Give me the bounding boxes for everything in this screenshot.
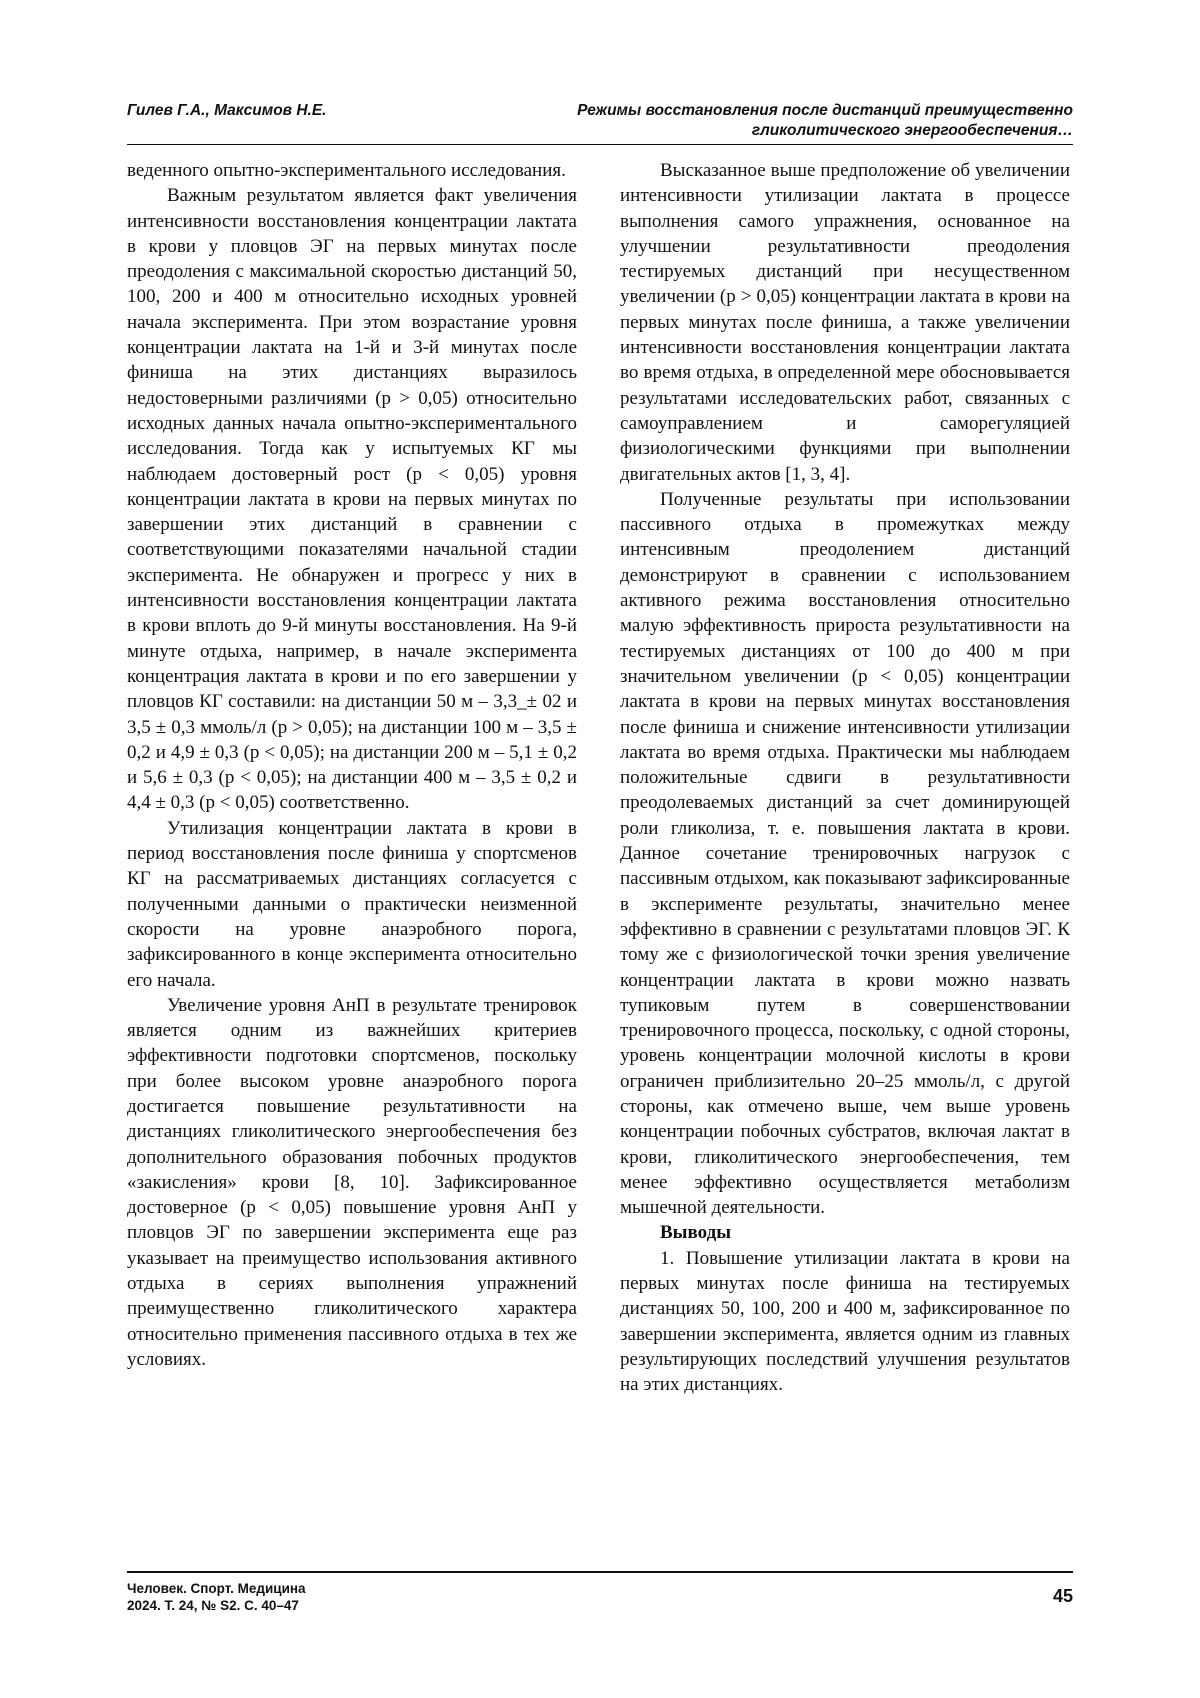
paragraph: Важным результатом является факт увеличения интенсивности восстановления концентрации лактата в крови у пловцов ЭГ на первых минутах после преодоления с максимальной скоростью дистанций 50, 100, 200 и 400 м относительно исходных уровней начала эксперимента. При этом возрастание уровня концентрации лактата на 1-й и 3-й минутах после финиша на этих дистанциях выразилось недостоверными различиями (p > 0,05) относительно исходных данных начала опытно-экспериментального исследования. Тогда как у испытуемых КГ мы наблюдаем достоверный рост (p < 0,05) уровня концентрации лактата в крови на первых минутах по завершении этих дистанций в сравнении с соответствующими показателями начальной стадии эксперимента. Не обнаружен и прогресс у них в интенсивности восстановления концентрации лактата в крови вплоть до 9-й минуты восстановления. На 9-й минуте отдыха, например, в начале эксперимента концентрация лактата в крови и по его завершении у пловцов КГ составили: на дистанции 50 м – 3,3_± 02 и 3,5 ± 0,3 ммоль/л (p > 0,05); на дистанции 100 м – 3,5 ± 0,2 и 4,9 ± 0,3 (p < 0,05); на дистанции 200 м – 5,1 ± 0,2 и 5,6 ± 0,3 (p < 0,05); на дистанции 400 м – 3,5 ± 0,2 и 4,4 ± 0,3 (p < 0,05) соответственно. bbox=[127, 185, 577, 814]
paragraph: 1. Повышение утилизации лактата в крови на первых минутах после финиша на тестируемых дистанциях 50, 100, 200 и 400 м, зафиксированное по завершении эксперимента, является одним из главных результирующих последствий улучшения результатов на этих дистанциях. bbox=[620, 1247, 1070, 1396]
header-authors: Гилев Г.А., Максимов Н.Е. bbox=[127, 102, 327, 119]
journal-name: Человек. Спорт. Медицина bbox=[127, 1581, 306, 1596]
paragraph: Полученные результаты при использовании пассивного отдыха в промежутках между интенсивным преодолением дистанций демонстрируют в сравнении с использованием активного режима восстановления относительно малую эффективность прироста результативности на тестируемых дистанциях от 100 до 400 м при значительном увеличении (p < 0,05) концентрации лактата в крови на первых минутах восстановления после финиша и снижение интенсивности утилизации лактата во время отдыха. Практически мы наблюдаем положительные сдвиги в результативности преодолеваемых дистанций за счет доминирующей роли гликолиза, т. е. повышения лактата в крови. Данное сочетание тренировочных нагрузок с пассивным отдыхом, как показывают зафиксированные в эксперименте результаты, значительно менее эффективно в сравнении с результатами пловцов ЭГ. К тому же с физиологической точки зрения увеличение концентрации лактата в крови можно назвать тупиковым путем в совершенствовании тренировочного процесса, поскольку, с одной стороны, уровень концентрации молочной кислоты в крови ограничен приблизительно 20–25 ммоль/л, с другой стороны, как отмечено выше, чем выше уровень концентрации побочных субстратов, включая лактат в крови, гликолитического энергообеспечения, тем менее эффективно осуществляется метаболизм мышечной деятельности. bbox=[620, 488, 1070, 1219]
header-title-line-2: гликолитического энергообеспечения… bbox=[751, 122, 1073, 139]
paragraph: Утилизация концентрации лактата в крови в период восстановления после финиша у спортсменов КГ на рассматриваемых дистанциях согласуется с полученными данными о практически неизменной скорости на уровне анаэробного порога, зафиксированного в конце эксперимента относительно его начала. bbox=[127, 817, 577, 991]
journal-issue: 2024. Т. 24, № S2. С. 40–47 bbox=[127, 1598, 299, 1613]
header-title-line-1: Режимы восстановления после дистанций преимущественно bbox=[577, 102, 1073, 119]
header-divider bbox=[127, 144, 1073, 145]
journal-citation bbox=[127, 1580, 1073, 1614]
paragraph: Увеличение уровня АнП в результате тренировок является одним из важнейших критериев эффективности подготовки спортсменов, поскольку при более высоком уровне анаэробного порога достигается повышение результативности на дистанциях гликолитического энергообеспечения без дополнительного образования побочных продуктов «закисления» крови [8, 10]. Зафиксированное достоверное (p < 0,05) повышение уровня АнП у пловцов ЭГ по завершении эксперимента еще раз указывает на преимущество использования активного отдыха в сериях выполнения упражнений преимущественно гликолитического характера относительно применения пассивного отдыха в тех же условиях. bbox=[127, 994, 577, 1370]
section-heading-conclusions: Выводы bbox=[660, 1222, 732, 1244]
left-text-column bbox=[127, 158, 577, 1372]
paragraph: веденного опытно-экспериментального исследования. bbox=[127, 160, 566, 181]
paragraph: Высказанное выше предположение об увеличении интенсивности утилизации лактата в процессе выполнения самого упражнения, основанное на улучшении результативности преодоления тестируемых дистанций при несущественном увеличении (p > 0,05) концентрации лактата в крови на первых минутах после финиша, а также увеличении интенсивности восстановления концентрации лактата во время отдыха, в определенной мере обосновывается результатами исследовательских работ, связанных с самоуправлением и саморегуляцией физиологическими функциями при выполнении двигательных актов [1, 3, 4]. bbox=[620, 160, 1070, 485]
page-number: 45 bbox=[1052, 1586, 1073, 1606]
footer-divider bbox=[127, 1571, 1073, 1573]
header-article-title bbox=[577, 101, 1073, 141]
right-text-column bbox=[620, 158, 1070, 1398]
page-footer bbox=[127, 1580, 1073, 1614]
